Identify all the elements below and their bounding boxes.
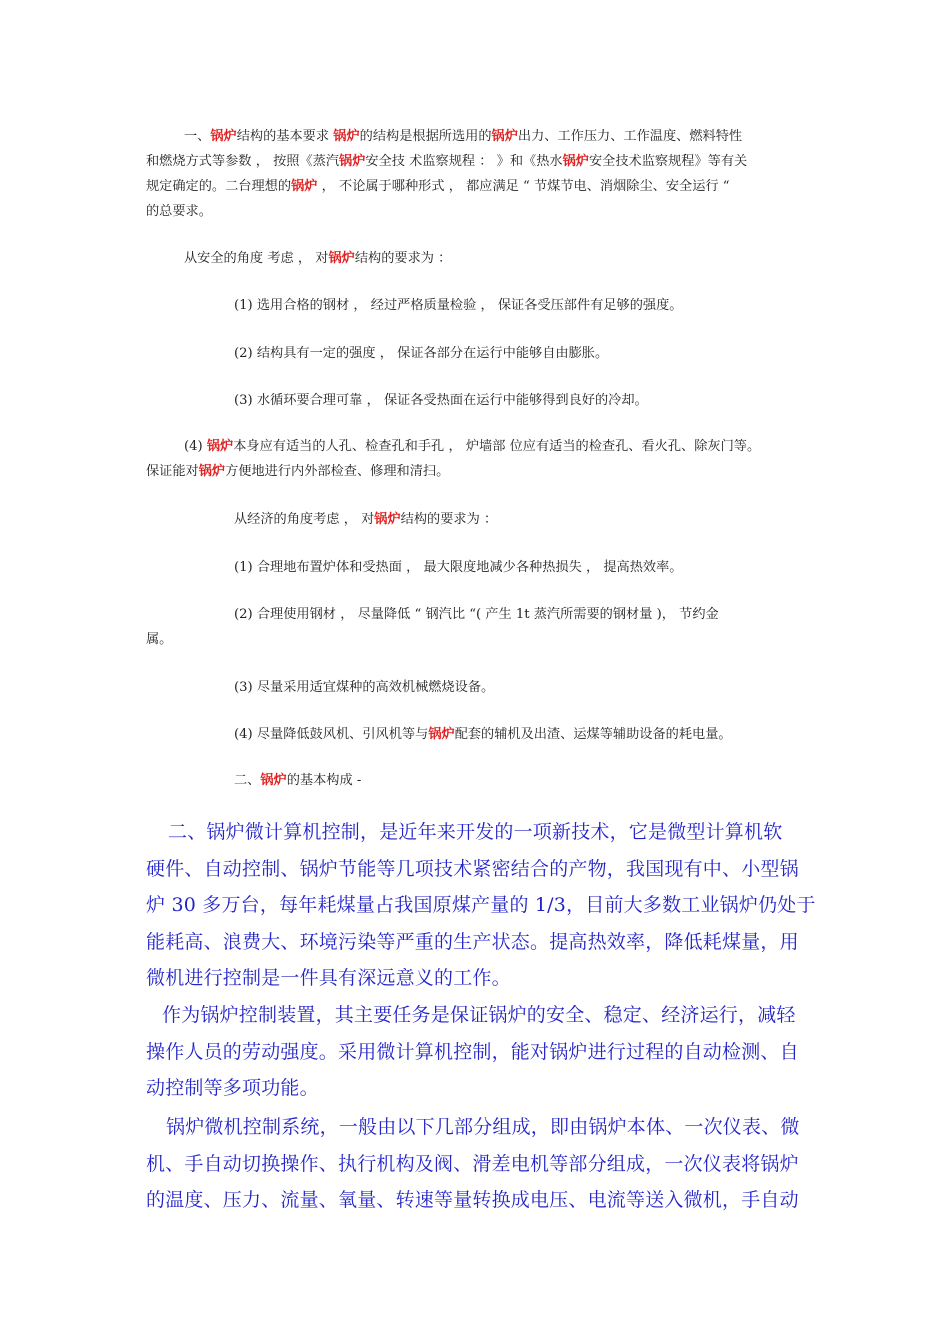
body-line: 炉 30 多万台，每年耗煤量占我国原煤产量的 1/3，目前大多数工业锅炉仍处于 [146,894,816,916]
text-run: 配套的辅机及出渣、运煤等辅助设备的耗电量。 [454,727,732,742]
text-run: 结构的要求为 ： [354,251,452,266]
keyword-highlight: 锅炉 [491,129,518,144]
economy-item [234,679,494,697]
text-run: 结构的要求为 ： [400,512,498,527]
text-run: 本身应有适当的人孔、检查孔和手孔 ， 炉墙部 位应有适当的检查孔、看火孔、除灰门等。 [233,439,761,454]
keyword-highlight: 锅炉 [428,727,455,742]
economy-item [146,631,172,649]
text-run: 一、 [184,129,211,144]
safety-item-4-cont [146,463,449,481]
body-line: 二、锅炉微计算机控制，是近年来开发的一项新技术，它是微型计算机软 [168,821,783,843]
text-run: (1) 选用合格的钢材 ， 经过严格质量检验 ， 保证各受压部件有足够的强度。 [234,298,683,313]
intro-paragraph-line [146,178,730,196]
text-run: ， 不论属于哪种形式 ， 都应满足 “ 节煤节电、消烟除尘、安全运行 “ [317,179,730,194]
keyword-highlight: 锅炉 [339,154,366,169]
keyword-highlight: 锅炉 [260,773,287,788]
body-line: 微机进行控制是一件具有深远意义的工作。 [146,967,511,989]
economy-item [234,726,732,744]
text-run: (2) 结构具有一定的强度 ， 保证各部分在运行中能够自由膨胀。 [234,346,609,361]
body-line: 能耗高、浪费大、环境污染等严重的生产状态。提高热效率，降低耗煤量，用 [146,930,799,953]
keyword-highlight: 锅炉 [374,512,401,527]
body-line: 操作人员的劳动强度。采用微计算机控制，能对锅炉进行过程的自动检测、自 [146,1040,799,1063]
body-line: 机、手自动切换操作、执行机构及阀、滑差电机等部分组成，一次仪表将锅炉 [146,1152,799,1175]
text-run: 方便地进行内外部检查、修理和清扫。 [225,464,450,479]
section-heading [234,772,361,790]
keyword-highlight: 锅炉 [291,179,318,194]
safety-intro [184,250,451,268]
economy-item [234,559,682,577]
body-line: 锅炉微机控制系统，一般由以下几部分组成，即由锅炉本体、一次仪表、微 [166,1116,800,1138]
keyword-highlight: 锅炉 [198,464,226,479]
text-run: 二、 [234,773,261,788]
intro-paragraph-line [146,203,212,221]
text-run: 的基本构成 - [286,773,362,788]
text-run: 规定确定的。二台理想的 [146,179,292,194]
intro-paragraph-line [146,153,747,171]
body-line: 硬件、自动控制、锅炉节能等几项技术紧密结合的产物，我国现有中、小型锅 [146,857,799,880]
text-run: 和燃烧方式等参数 ， 按照《蒸汽 [146,154,340,169]
body-line: 动控制等多项功能。 [146,1077,319,1099]
text-run: 保证能对 [146,464,199,479]
intro-paragraph-line [184,128,742,146]
text-run: 的总要求。 [146,204,212,219]
text-run: 结构的基本要求 [236,129,334,144]
text-run: 的结构是根据所选用的 [359,129,492,144]
body-line: 作为锅炉控制装置，其主要任务是保证锅炉的安全、稳定、经济运行，减轻 [162,1004,796,1026]
safety-item [234,297,682,315]
economy-intro [234,511,497,529]
economy-item [234,606,719,624]
keyword-highlight: 锅炉 [210,129,237,144]
keyword-highlight: 锅炉 [562,154,589,169]
keyword-highlight: 锅炉 [206,439,234,454]
text-run: 从安全的角度 考虑 ， 对 [184,251,329,266]
text-run: (3) 尽量采用适宜煤种的高效机械燃烧设备。 [234,680,495,695]
safety-item [234,392,648,410]
text-run: (3) 水循环要合理可靠 ， 保证各受热面在运行中能够得到良好的冷却。 [234,393,648,408]
text-run: 从经济的角度考虑 ， 对 [234,512,375,527]
text-run: (4) [184,439,207,454]
text-run: 安全技 术监察规程 ： 》和《热水 [365,154,563,169]
keyword-highlight: 锅炉 [328,251,355,266]
safety-item-4 [184,438,760,456]
body-line: 的温度、压力、流量、氧量、转速等量转换成电压、电流等送入微机，手自动 [146,1189,799,1211]
text-run: 安全技术监察规程》等有关 [588,154,748,169]
keyword-highlight: 锅炉 [333,129,360,144]
text-run: (1) 合理地布置炉体和受热面 ， 最大限度地减少各种热损失 ， 提高热效率。 [234,560,683,575]
text-run: 属。 [146,632,173,647]
text-run: (4) 尽量降低鼓风机、引风机等与 [234,727,429,742]
text-run: (2) 合理使用钢材 ， 尽量降低 “ 钢汽比 “( 产生 1t 蒸汽所需要的钢材量 )， 节约金 [234,607,719,622]
safety-item [234,345,608,363]
text-run: 出力、工作压力、工作温度、燃料特性 [517,129,743,144]
